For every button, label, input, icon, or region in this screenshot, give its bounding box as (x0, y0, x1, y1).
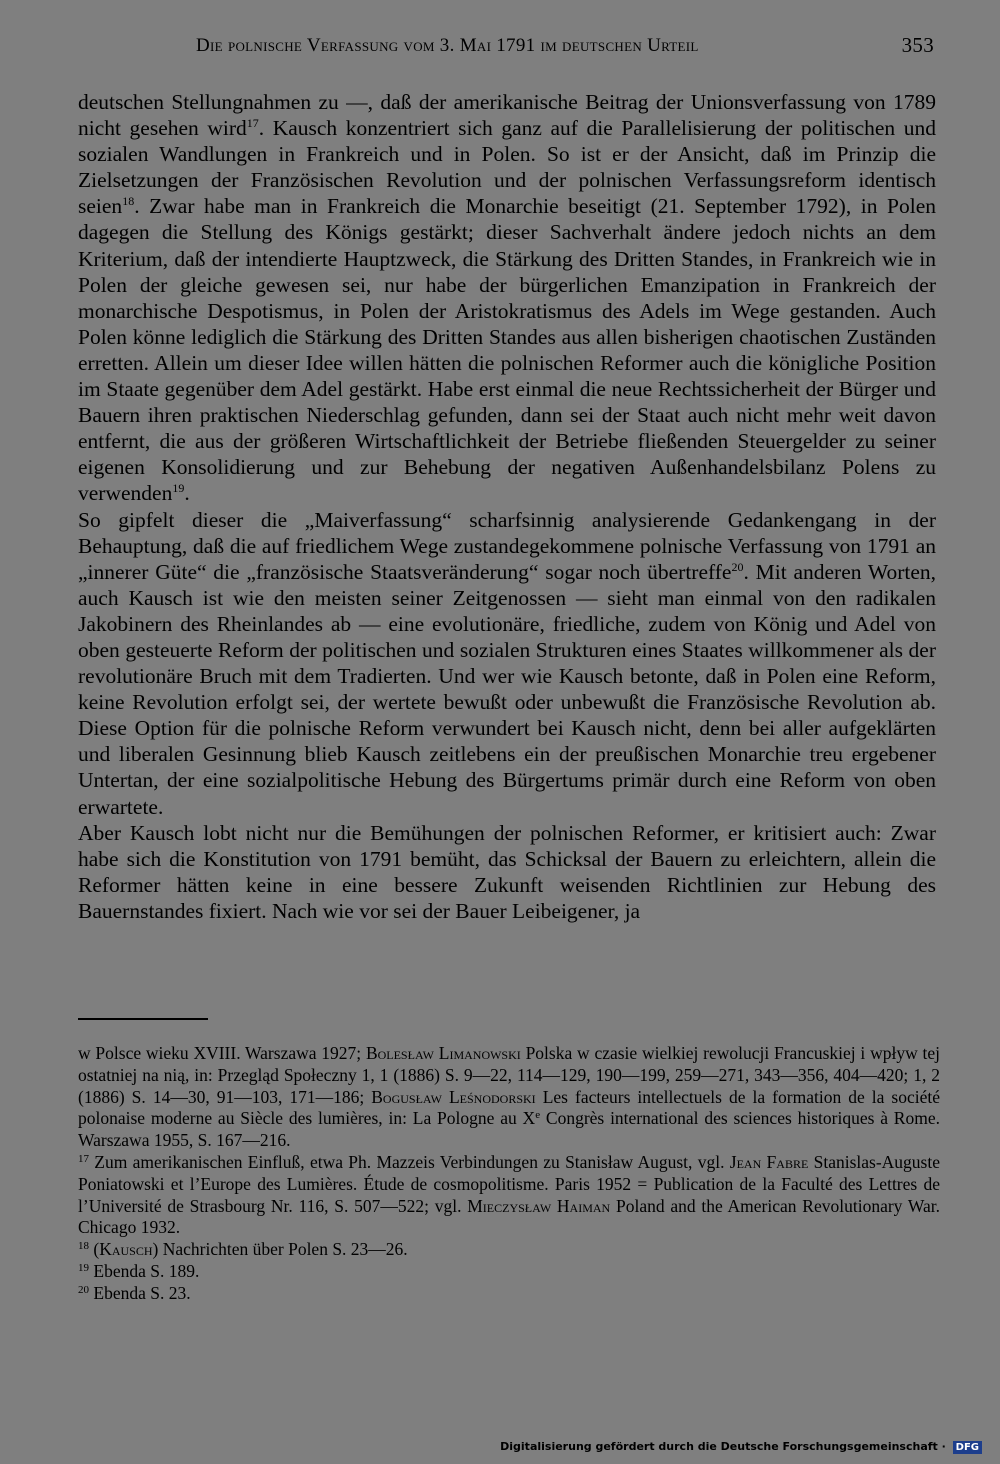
credit-text: Digitalisierung gefördert durch die Deutsche Forschungsgemeinschaft · (500, 1440, 946, 1453)
footnote-ref-20[interactable]: 20 (731, 559, 744, 574)
footnote-20 (78, 1283, 940, 1305)
footnote-17 (78, 1152, 940, 1239)
text-run: w Polsce wieku XVIII. Warszawa 1927; (78, 1043, 366, 1063)
text-run: deutschen Stellungnahmen zu —, daß der amerikanische Beitrag der Unionsverfassung von 1789 nicht gesehen wird (78, 90, 936, 141)
footnote-18 (78, 1239, 940, 1261)
superscript: e (535, 1109, 541, 1122)
dfg-logo[interactable]: DFG (953, 1441, 982, 1454)
author-name: Bolesław Limanowski (365, 1043, 521, 1063)
text-run: Ebenda S. 23. (89, 1282, 191, 1303)
author-name: Mieczysław Haiman (467, 1195, 611, 1216)
footnote-number: 17 (78, 1152, 89, 1165)
text-run: Ebenda S. 189. (89, 1260, 200, 1281)
text-run: . Mit anderen Worten, auch Kausch ist wie den meisten seiner Zeitgenossen — sieht man einmal von den radikalen Jakobinern des Rheinlandes ab — eine evolutionäre, friedliche, zudem von König und Adel von oben gesteuerte Reform der politischen und sozialen Strukturen eines Staates willkommener als der revolutionäre Bruch mit dem Tradierten. Und wer wie Kausch betonte, daß in Polen eine Reform, keine Revolution erfolgt sei, der wertete bewußt oder unbewußt die Französische Revolution ab. Diese Option für die polnische Reform verwundert bei Kausch nicht, denn bei aller aufgeklärten und liberalen Gesinnung blieb Kausch zeitlebens ein der preußischen Monarchie treu ergebener Untertan, der eine sozialpolitische Hebung des Bürgertums primär durch eine Reform von oben erwartete. (78, 559, 936, 819)
footnote-ref-19[interactable]: 19 (172, 481, 185, 496)
body-text (78, 89, 936, 924)
text-run: Congrès international des sciences historiques à Rome. Warszawa 1955, S. 167—216. (78, 1108, 940, 1151)
text-run: ) Nachrichten über Polen S. 23—26. (152, 1239, 408, 1260)
footnote-number: 20 (78, 1283, 89, 1296)
text-run: . (184, 481, 190, 506)
footnote-19 (78, 1261, 940, 1283)
text-run: . Kausch konzentriert sich ganz auf die Parallelisierung der politischen und sozialen Wandlungen in Frankreich und in Polen. So ist er der Ansicht, daß im Prinzip die Zielsetzungen der Französischen Revolution und der polnischen Verfassungsreform identisch seien (78, 116, 936, 219)
footnotes (78, 1043, 940, 1305)
footnote-separator (78, 1018, 208, 1020)
paragraph-2 (78, 507, 936, 820)
text-run: Zum amerikanischen Einfluß, etwa Ph. Mazzeis Verbindungen zu Stanisław August, vgl. (89, 1151, 730, 1172)
author-name: Jean Fabre (729, 1151, 809, 1172)
page-number: 353 (901, 33, 934, 57)
footnote-ref-17[interactable]: 17 (246, 116, 259, 131)
text-run: Poland and the American Revolutionary War. Chicago 1932. (78, 1195, 940, 1238)
running-head-title: Die polnische Verfassung vom 3. Mai 1791 im deutschen Urteil (196, 35, 699, 56)
running-head (78, 33, 940, 63)
text-run: Les facteurs intellectuels de la formation de la société polonaise moderne au Siècle des lumières, in: La Pologne au X (78, 1086, 941, 1129)
text-run: ( (89, 1239, 100, 1260)
author-name: Bogusław Leśnodorski (371, 1086, 536, 1107)
footnote-number: 18 (78, 1240, 89, 1253)
footnote-number: 19 (78, 1261, 89, 1274)
footnote-continuation (78, 1043, 940, 1152)
author-name: Kausch (99, 1239, 153, 1260)
paragraph-3: Aber Kausch lobt nicht nur die Bemühungen der polnischen Reformer, er kritisiert auch: Zwar habe sich die Konstitution von 1791 bemüht, das Schicksal der Bauern zu erleichtern, allein die Reformer hätten keine in eine bessere Zukunft weisenden Richtlinien zur Hebung des Bauernstandes fixiert. Nach wie vor sei der Bauer Leibeigener, ja (78, 820, 936, 923)
text-run: Stanislas-Auguste Poniatowski et l’Europe des Lumières. Étude de cosmopolitisme. Paris 1952 = Publication de la Faculté des Lettres de l’Université de Strasbourg Nr. 116, S. 507—522; vgl. (78, 1151, 940, 1216)
digitization-credit (500, 1440, 982, 1454)
text-run: So gipfelt dieser die „Maiverfassung“ scharfsinnig analysierende Gedankengang in der Behauptung, daß die auf friedlichem Wege zustandegekommene polnische Verfassung von 1791 an „innerer Güte“ die „französische Staatsveränderung“ sogar noch übertreffe (78, 507, 936, 584)
text-run: Polska w czasie wielkiej rewolucji Francuskiej i wpływ tej ostatniej na nią, in: Przegląd Społeczny 1, 1 (1886) S. 9—22, 114—129, 190—199, 259—271, 343—356, 404—420; 1, 2 (1886) S. 14—30, 91—103, 171—186; (78, 1043, 940, 1107)
footnote-ref-18[interactable]: 18 (122, 194, 135, 209)
paragraph-1 (78, 89, 936, 507)
text-run: . Zwar habe man in Frankreich die Monarchie beseitigt (21. September 1792), in Polen dagegen die Stellung des Königs gestärkt; dieser Sachverhalt ändere jedoch nichts an dem Kriterium, daß der intendierte Hauptzweck, die Stärkung des Dritten Standes, in Frankreich wie in Polen der gleiche gewesen sei, nur habe der bürgerlichen Emanzipation in Frankreich der monarchische Despotismus, in Polen der Aristokratismus des Adels im Wege gestanden. Auch Polen könne lediglich die Stärkung des Dritten Standes aus allen bisherigen chaotischen Zuständen erretten. Allein um dieser Idee willen hätten die polnischen Reformer auch die königliche Position im Staate gegenüber dem Adel gestärkt. Habe erst einmal die neue Rechtssicherheit der Bürger und Bauern ihren praktischen Niederschlag gefunden, dann sei der Staat auch nicht mehr weit davon entfernt, die aus der größeren Wirtschaftlichkeit der Betriebe fließenden Steuergelder zu seiner eigenen Konsolidierung und zur Behebung der negativen Außenhandelsbilanz Polens zu verwenden (78, 194, 936, 506)
